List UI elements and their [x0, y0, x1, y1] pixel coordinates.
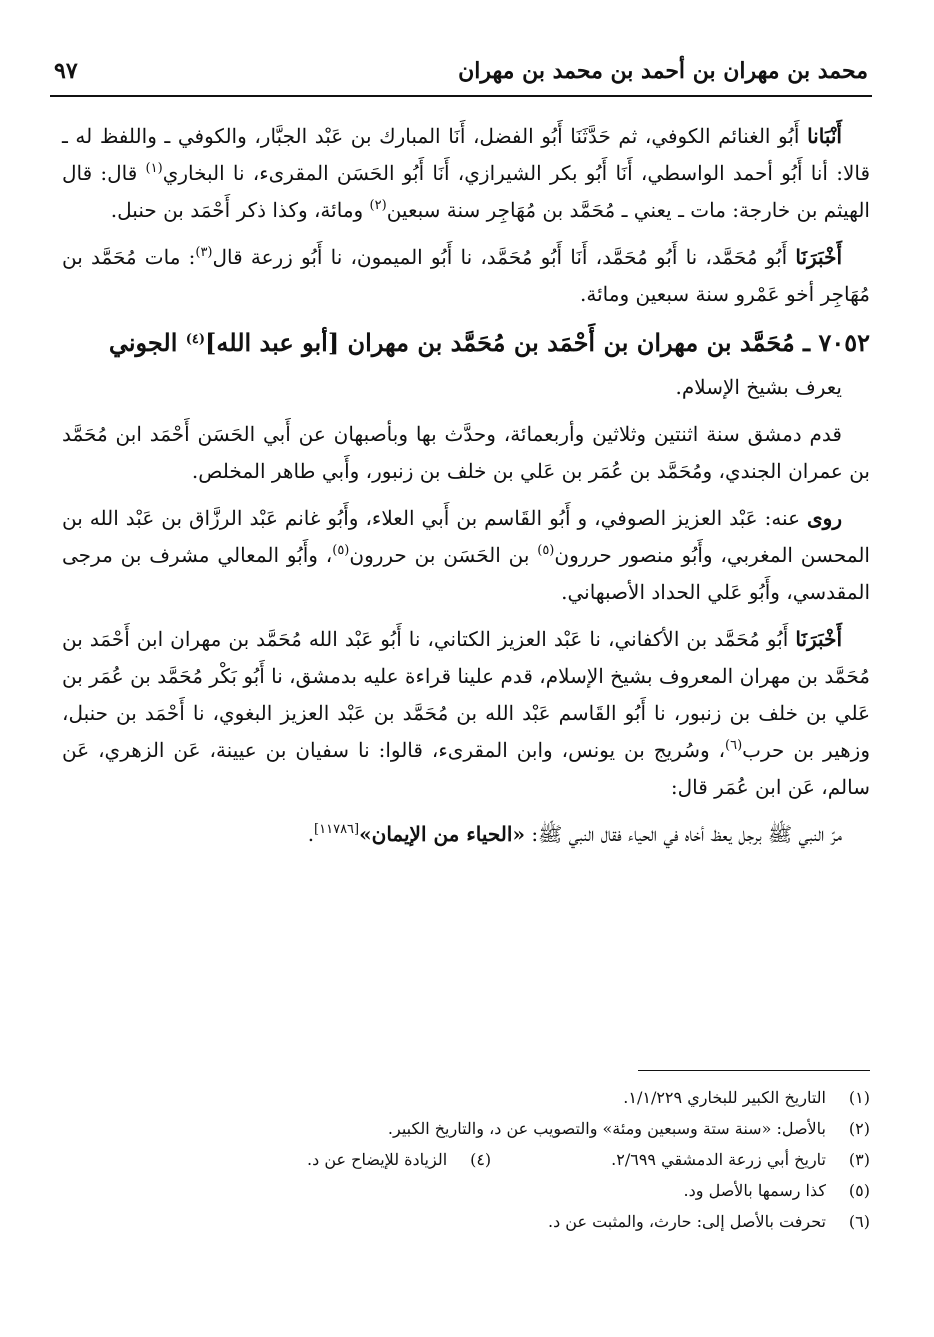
hadith-end: . [307, 822, 315, 846]
footnote-item [62, 1113, 870, 1144]
footnote-item [62, 1206, 870, 1237]
paragraph-text: ومائة، وكذا ذكر أَحْمَد بن حنبل. [110, 198, 370, 222]
footnote-text: التاريخ الكبير للبخاري ١/١/٢٢٩. [623, 1088, 826, 1107]
hadith-narration: مرّ النبي ﷺ برجل يعظ أخاه في الحياء فقال النبي ﷺ: [524, 822, 842, 846]
footnote-text: تحرفت بالأصل إلى: حارث، والمثبت عن د. [547, 1212, 826, 1231]
paragraph-text: أَبُو الغنائم الكوفي، ثم حَدَّثَنَا أَبُو الفضل، أَنَا المبارك بن عَبْد الجبَّار، والكوفي ـ واللفظ له ـ قالا: أنا أَبُو أحمد الواسطي، أَنَا أَبُو بكر الشيرازي، أَنَا أَبُو الحَسَن المقرىء، نا البخاري [62, 124, 871, 185]
footnote-row [62, 1144, 870, 1175]
paragraph-2 [62, 239, 870, 313]
running-header-title: محمد بن مهران بن أحمد بن محمد بن مهران [458, 58, 868, 84]
entry-heading-text: الجوني [108, 328, 186, 357]
footnote-text: كذا رسمها بالأصل ود. [683, 1181, 826, 1200]
main-text [62, 118, 870, 853]
isnad-lead-word: أَخْبَرَنَا [795, 245, 842, 269]
paragraph-text: : مات مُحَمَّد بن مُهَاجِر أخو عَمْرو سنة سبعين ومائة. [62, 245, 870, 306]
paragraph-text: أَبُو مُحَمَّد، نا أَبُو مُحَمَّد، أَنَا أَبُو مُحَمَّد، نا أَبُو الميمون، نا أَبُو زرعة قال [212, 245, 796, 269]
entry-heading [62, 323, 870, 363]
footnote-text: بالأصل: «سنة ستة وسبعين ومئة» والتصويب عن د، والتاريخ الكبير. [387, 1119, 826, 1138]
footnote-marker: (٦) [725, 738, 743, 753]
footnote-item [62, 1175, 870, 1206]
page-number: ٩٧ [54, 58, 78, 84]
paragraph-1 [62, 118, 870, 229]
footnote-marker: (٤) [185, 332, 206, 347]
hadith-number: [١١٧٨٦] [314, 822, 360, 837]
paragraph-4 [62, 500, 870, 611]
footnote-number: (٤) [470, 1150, 492, 1169]
footnote-item [611, 1144, 870, 1175]
footnote-number: (٥) [848, 1181, 870, 1200]
isnad-lead-word: أَخْبَرَنَا [795, 627, 842, 651]
footnotes [62, 1082, 870, 1237]
footnote-marker: (٣) [195, 245, 213, 260]
hadith-quote: «الحياء من الإيمان» [359, 822, 525, 846]
header-divider [50, 95, 872, 97]
footnote-text: تاريخ أبي زرعة الدمشقي ٢/٦٩٩. [611, 1150, 826, 1169]
entry-heading-text: ٧٠٥٢ ـ مُحَمَّد بن مهران بن أَحْمَد بن مُحَمَّد بن مهران [أبو عبد الله] [205, 328, 870, 357]
paragraph-text: ، وسُريج بن يونس، وابن المقرىء، قالوا: نا سفيان بن عيينة، عَن الزهري، عَن سالم، عَن ابن عُمَر قال: [62, 738, 870, 799]
isnad-lead-word: روى [807, 506, 842, 530]
footnote-item [307, 1144, 491, 1175]
paragraph-5 [62, 621, 870, 806]
footnote-number: (٦) [848, 1212, 870, 1231]
footnote-number: (٣) [848, 1150, 870, 1169]
footnote-marker: (١) [145, 161, 163, 176]
paragraph-3: قدم دمشق سنة اثنتين وثلاثين وأربعمائة، وحدَّث بها وبأصبهان عن أَبي الحَسَن أَحْمَد ابن مُحَمَّد بن عمران الجندي، ومُحَمَّد بن عُمَر بن عَلي بن خلف بن زنبور، وأَبي طاهر المخلص. [62, 422, 870, 483]
footnote-marker: (٢) [369, 198, 387, 213]
entry-subtitle: يعرف بشيخ الإسلام. [675, 375, 842, 399]
footnote-text: الزيادة للإيضاح عن د. [307, 1150, 448, 1169]
footnote-divider [638, 1070, 870, 1071]
paragraph-text: ، وأَبُو المعالي مشرف بن مرجى المقدسي، وأَبُو عَلي الحداد الأصبهاني. [62, 543, 870, 604]
isnad-lead-word: أَنْبَانا [807, 124, 842, 148]
footnote-number: (١) [848, 1088, 870, 1107]
paragraph-text: قال: قال الهيثم بن خارجة: مات ـ يعني ـ مُحَمَّد بن مُهَاجِر سنة سبعين [62, 161, 870, 222]
footnote-marker: (٥) [332, 543, 350, 558]
paragraph-text: بن الحَسَن بن حررون [349, 543, 538, 567]
footnote-item [62, 1082, 870, 1113]
paragraph-text: عنه: عَبْد العزيز الصوفي، و أَبُو القَاسم بن أَبي العلاء، وأَبُو غانم عَبْد الرزَّاق بن عَبْد الله بن المحسن المغربي، وأَبُو منصور حررون [62, 506, 870, 567]
footnote-marker: (٥) [537, 543, 555, 558]
footnote-number: (٢) [848, 1119, 870, 1138]
hadith-text [62, 816, 870, 853]
paragraph-text: أَبُو مُحَمَّد بن الأكفاني، نا عَبْد العزيز الكتاني، نا أَبُو عَبْد الله مُحَمَّد بن مهران ابن أَحْمَد بن مُحَمَّد بن مهران المعروف بشيخ الإسلام، قدم علينا قراءة عليه بدمشق، نا أَبُو بَكْر مُحَمَّد بن عُمَر بن عَلي بن خلف بن زنبور، نا أَبُو القَاسم عَبْد الله بن مُحَمَّد بن عَبْد العزيز البغوي، نا أَحْمَد بن حنبل، وزهير بن حرب [62, 627, 871, 762]
